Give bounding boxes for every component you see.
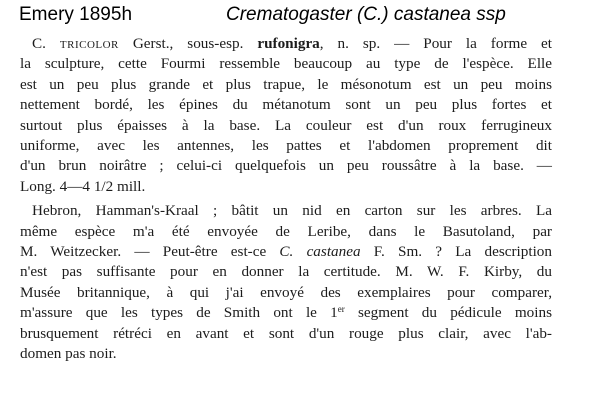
document-body [20,34,552,365]
text-run: la sculpture, cette Fourmi ressemble beaucoup au type de l'espèce. Elle [20,55,552,73]
text-run: nettement bordé, les épines du métanotum sont un peu plus fortes et [20,96,552,114]
paragraph [20,201,552,364]
text-run: Musée britannique, à qui j'ai envoyé des exemplaires pour comparer, [20,283,552,301]
text-run: n'est pas suffisante pour en donner la certitude. M. W. F. Kirby, du [20,263,552,281]
text-line [20,324,552,344]
text-line [20,75,552,95]
text-run: uniforme, avec les antennes, les pattes et l'abdomen proprement dit [20,137,552,155]
text-line [20,344,552,364]
header-author-year: Emery 1895h [19,4,133,25]
text-line [20,283,552,303]
text-line [20,262,552,282]
text-line [20,34,552,54]
text-run: surtout plus épaisses à la base. La couleur est d'un roux ferrugineux [20,116,552,134]
text-run: F. Sm. ? La description [360,243,552,261]
ordinal-superscript: er [337,304,345,315]
taxon-small-caps: tricolor [59,35,119,52]
text-run: domen pas noir. [20,345,117,363]
text-line [20,116,552,136]
paragraph [20,34,552,197]
text-run: Hebron, Hamman's-Kraal ; bâtit un nid en carton sur les arbres. La [32,202,552,220]
text-run: même espèce m'a été envoyée de Leribe, dans le Basutoland, par [20,222,552,240]
text-line [20,95,552,115]
text-run: , n. sp. — Pour la forme et [319,35,552,52]
text-run: est un peu plus grande et plus trapue, le mésonotum est un peu moins [20,75,552,93]
text-line [20,242,552,262]
text-run: m'assure que les types de Smith ont le 1 [20,304,338,322]
text-line [20,156,552,176]
text-run: C. [32,35,60,52]
text-line [20,177,552,197]
text-run: M. Weitzecker. — Peut-être est-ce [20,243,280,261]
header-taxon-name: Crematogaster (C.) castanea ssp [226,4,506,25]
text-run: Gerst., sous-esp. [118,35,258,52]
text-run: segment du pédicule moins [344,304,552,322]
text-line [20,303,552,323]
text-line [20,201,552,221]
text-run: brusquement rétréci en avant et sont d'un rouge plus clair, avec l'ab- [20,324,552,342]
taxon-italic: C. castanea [279,243,361,261]
text-line [20,54,552,74]
text-line [20,222,552,242]
text-run: Long. 4—4 1/2 mill. [20,177,146,195]
text-line [20,136,552,156]
text-run: d'un brun noirâtre ; celui-ci quelquefois un peu roussâtre à la base. — [20,157,552,175]
species-name-bold: rufonigra [257,35,320,52]
